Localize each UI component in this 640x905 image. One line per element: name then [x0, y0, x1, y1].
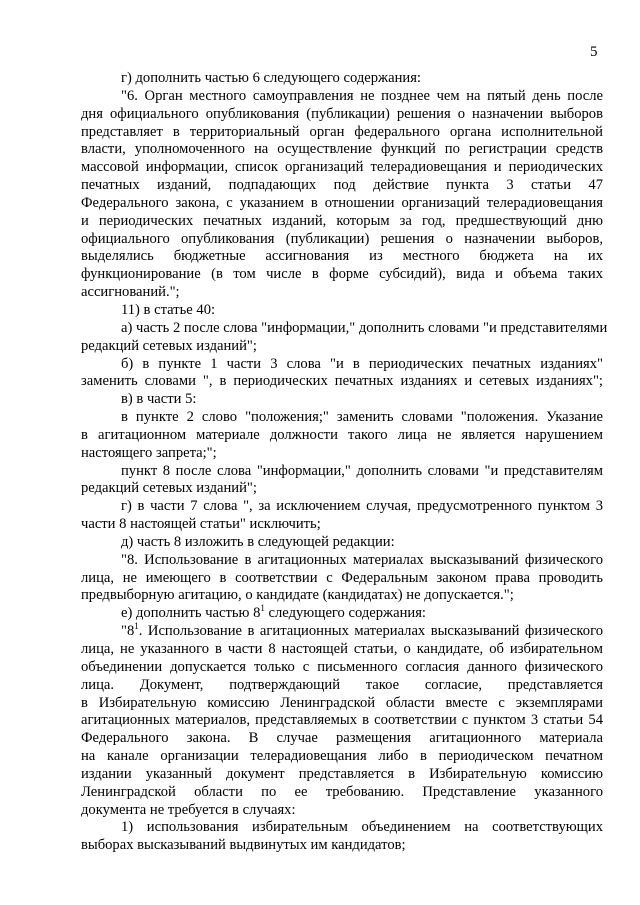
line-text: в) в части 5: [121, 391, 197, 408]
line-text: функционирование (в том числе в форме субсидий), вида и объема таких [81, 266, 603, 283]
text-line [81, 695, 603, 713]
text-line [81, 70, 603, 88]
line-text: агитационных материалов, представляемых в соответствии с пунктом 3 статьи 54 [81, 712, 603, 729]
text-line [81, 534, 603, 552]
text-line [81, 659, 603, 677]
line-text: заменить словами ", в периодических печатных изданиях и сетевых изданиях"; [81, 373, 603, 390]
line-text: "8. Использование в агитационных материалах высказываний физического [121, 551, 603, 568]
line-text: в пункте 2 слово "положения;" заменить словами "положения. Указание [121, 409, 603, 426]
line-text: на канале организации телерадиовещания либо в периодическом печатном [81, 748, 603, 765]
text-line [81, 784, 603, 802]
text-line [81, 391, 603, 409]
line-text: в агитационном материале должности такого лица не является нарушением [81, 426, 603, 443]
text-line [81, 302, 603, 320]
text-line [81, 516, 603, 534]
line-text: и периодических печатных изданий, которым за год, предшествующий дню [81, 212, 603, 229]
text-line [81, 748, 603, 766]
text-line [81, 177, 603, 195]
line-text: предвыборную агитацию, о кандидате (кандидатах) не допускается."; [81, 587, 514, 604]
line-text: 1) использования избирательным объединением на соответствующих [121, 819, 603, 836]
text-line [81, 837, 603, 855]
line-text: выборах высказываний выдвинутых им кандидатов; [81, 837, 406, 854]
line-text: лица, не указанного в части 8 настоящей статьи, о кандидате, об избирательном [81, 641, 603, 657]
text-line [81, 319, 608, 338]
text-line [81, 338, 603, 356]
line-text: лица, не имеющего в соответствии с Федеральным законом права проводить [81, 569, 603, 586]
line-text: издании указанный документ представляется в Избирательную комиссию [81, 765, 603, 782]
line-text: представляет в территориальный орган федерального органа исполнительной [81, 123, 603, 140]
line-text: д) часть 8 изложить в следующей редакции: [121, 533, 395, 550]
line-text-tail: . Использование в агитационных материалах высказываний физического [138, 623, 603, 640]
text-line [81, 463, 603, 481]
line-text: части 8 настоящей статьи" исключить; [81, 516, 321, 533]
page-number: 5 [590, 44, 598, 60]
text-line [81, 605, 603, 623]
line-text: официального опубликования (публикации) решения о назначении выборов, [81, 230, 603, 247]
text-line [81, 231, 603, 249]
text-line [81, 88, 603, 106]
text-line [81, 266, 603, 284]
text-line [81, 159, 603, 177]
line-text: "6. Орган местного самоуправления не позднее чем на пятый день после [121, 87, 603, 104]
line-text: Ленинградской области по ее требованию. Представление указанного [81, 783, 603, 800]
line-text: настоящего запрета;"; [81, 444, 217, 461]
text-line [81, 195, 603, 213]
line-text: пункт 8 после слова "информации," дополнить словами "и представителям [121, 462, 603, 479]
line-text: а) часть 2 после слова "информации," дополнить словами "и представителями [121, 319, 608, 336]
line-text: г) дополнить частью 6 следующего содержания: [121, 70, 421, 86]
text-line [81, 356, 603, 374]
line-text-tail: следующего содержания: [264, 605, 426, 622]
text-line [81, 141, 603, 159]
superscript: 1 [260, 603, 265, 614]
line-text: выделялись бюджетные ассигнования из местного бюджета на их [81, 248, 603, 265]
line-text: г) в части 7 слова ", за исключением случая, предусмотренного пунктом 3 [121, 498, 603, 515]
text-line [81, 677, 603, 695]
text-line [81, 427, 603, 445]
line-text: в Избирательную комиссию Ленинградской области вместе с экземплярами [81, 694, 603, 711]
text-line [81, 641, 603, 659]
line-text: б) в пункте 1 части 3 слова "и в периодических печатных изданиях" [121, 355, 603, 372]
line-text: лица. Документ, подтверждающий такое согласие, представляется [81, 676, 603, 693]
superscript: 1 [134, 621, 139, 632]
line-text: ассигнований."; [81, 284, 180, 301]
line-text: 11) в статье 40: [121, 301, 216, 318]
line-text: объединении допускается только с письменного согласия данного физического [81, 658, 603, 675]
text-line [81, 570, 603, 588]
text-line [81, 480, 603, 498]
text-line [81, 819, 603, 837]
text-line [81, 766, 603, 784]
text-line [81, 248, 603, 266]
line-text: дня официального опубликования (публикации) решения о назначении выборов [81, 105, 603, 122]
text-line [81, 552, 603, 570]
line-text: Федерального закона, с указанием в отношении организаций телерадиовещания [81, 194, 603, 211]
text-line [81, 587, 603, 605]
text-line [81, 623, 603, 641]
text-line [81, 213, 603, 231]
text-line [81, 373, 603, 391]
line-text: "8 [121, 623, 135, 640]
line-text: документа не требуется в случаях: [81, 801, 296, 818]
text-line [81, 124, 603, 142]
text-line [81, 730, 603, 748]
line-text: Федерального закона. В случае размещения агитационного материала [81, 730, 603, 747]
line-text: массовой информации, список организаций телерадиовещания и периодических [81, 159, 603, 176]
document-body [81, 70, 608, 855]
text-line [81, 106, 603, 124]
text-line [81, 445, 603, 463]
line-text: редакций сетевых изданий"; [81, 480, 257, 497]
line-text: печатных изданий, подпадающих под действие пункта 3 статьи 47 [81, 177, 603, 194]
line-text: власти, уполномоченного на осуществление функций по регистрации средств [81, 141, 603, 158]
text-line [81, 409, 603, 427]
text-line [81, 498, 603, 516]
line-text: редакций сетевых изданий"; [81, 337, 257, 354]
line-text: е) дополнить частью 8 [121, 605, 261, 622]
text-line [81, 284, 603, 302]
text-line [81, 712, 603, 730]
text-line [81, 802, 603, 820]
